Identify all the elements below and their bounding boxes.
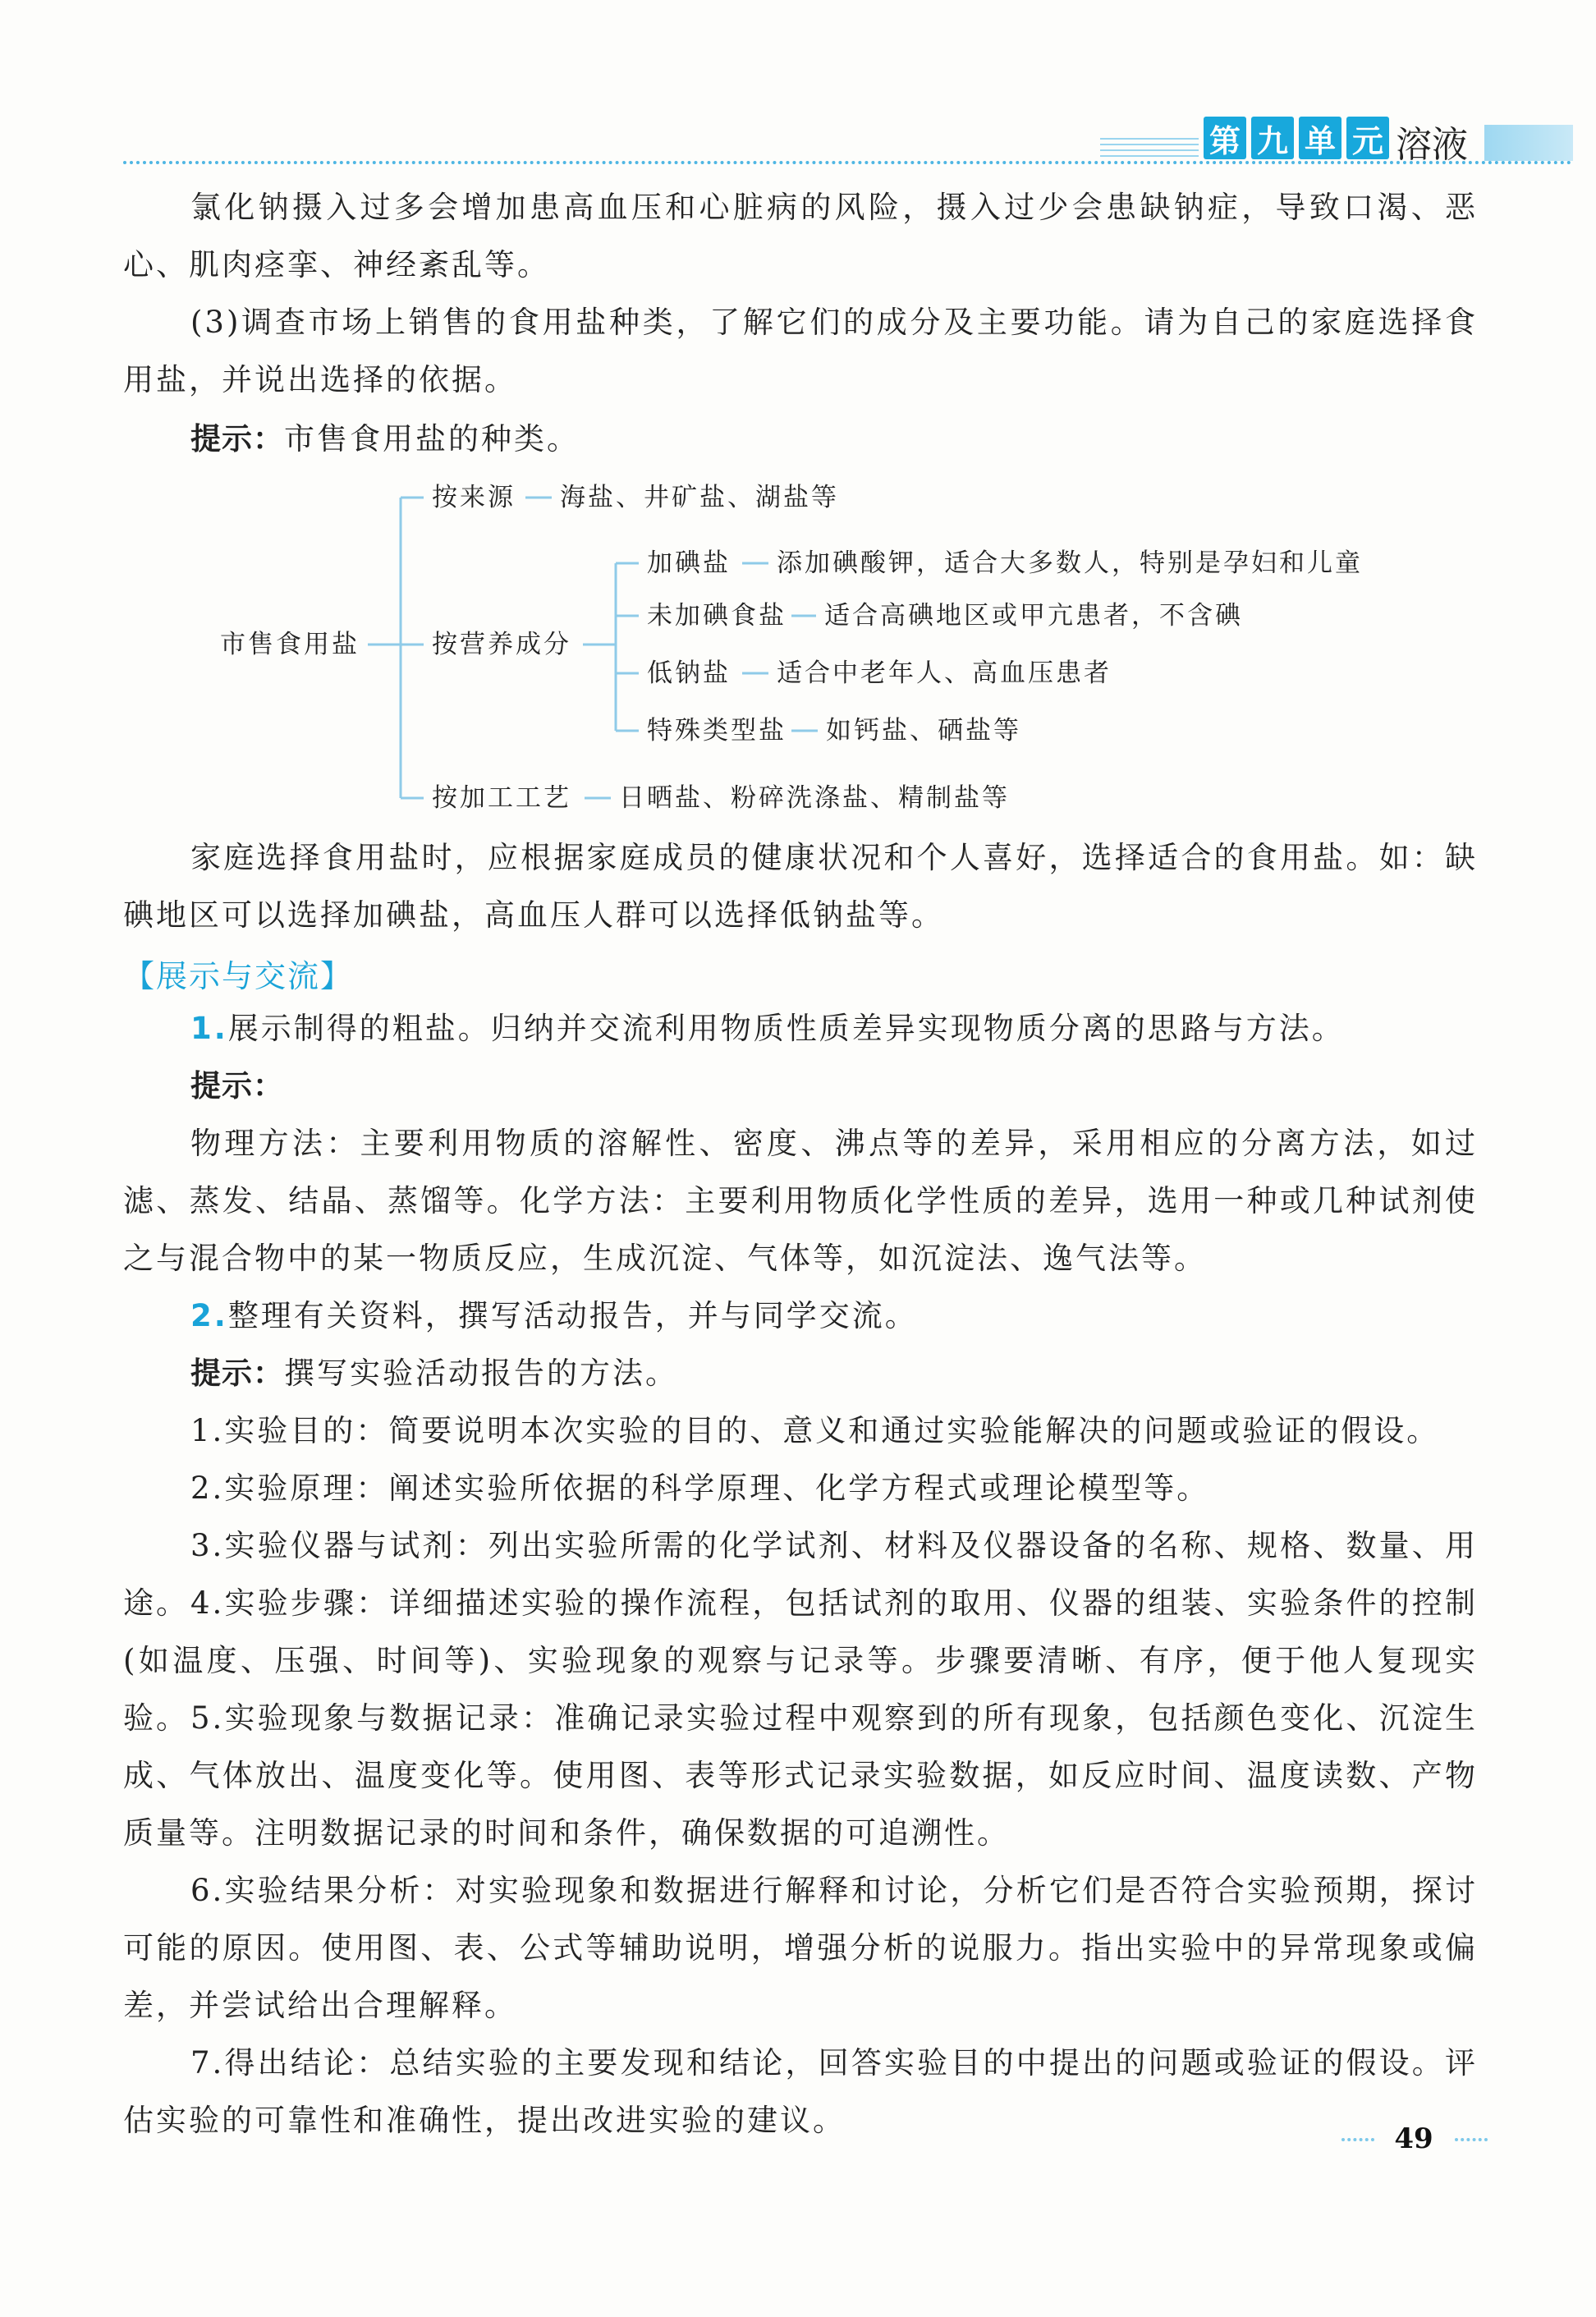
unit-badges: [1204, 117, 1389, 159]
section-heading: 【展示与交流】: [123, 958, 354, 994]
hint-label: 提示：: [190, 1356, 284, 1391]
page-number-decoration: [1341, 2138, 1374, 2144]
report-step: 3.实验仪器与试剂：列出实验所需的化学试剂、材料及仪器设备的名称、规格、数量、用途。: [123, 1528, 1478, 1621]
question-1: [123, 1000, 1478, 1058]
unit-badge: 第: [1204, 117, 1246, 159]
diagram-branch-nutrition: 按营养成分: [432, 630, 571, 659]
page-number: 49: [1394, 2122, 1433, 2155]
diagram-item-low-sodium-detail: 适合中老年人、高血压患者: [777, 658, 1112, 688]
question-number: 1.: [190, 1011, 228, 1046]
unit-badge: 元: [1346, 117, 1389, 159]
report-step: 5.实验现象与数据记录：准确记录实验过程中观察到的所有现象，包括颜色变化、沉淀生成、气体放出、温度变化等。使用图、表等形式记录实验数据，如反应时间、温度读数、产物质量等。注明数据记录的时间和条件，确保数据的可追溯性。: [123, 1700, 1478, 1851]
page-number-decoration: [1455, 2138, 1488, 2144]
header-dotted-rule: [123, 161, 1572, 164]
diagram-branch-source-detail: 海盐、井矿盐、湖盐等: [560, 483, 839, 512]
report-step: 4.实验步骤：详细描述实验的操作流程，包括试剂的取用、仪器的组装、实验条件的控制(如温度、压强、时间等)、实验现象的观察与记录等。步骤要清晰、有序，便于他人复现实验。: [123, 1585, 1478, 1736]
diagram-item-non-iodized: 未加碘食盐: [647, 601, 787, 631]
hint-3: [123, 1345, 1478, 1402]
hint-text: 撰写实验活动报告的方法。: [284, 1356, 678, 1391]
report-step: 1.实验目的：简要说明本次实验的目的、意义和通过实验能解决的问题或验证的假设。: [190, 1413, 1440, 1448]
question-text: 整理有关资料，撰写活动报告，并与同学交流。: [227, 1298, 918, 1333]
answer-separation-methods: 物理方法：主要利用物质的溶解性、密度、沸点等的差异，采用相应的分离方法，如过滤、蒸发、结晶、蒸馏等。化学方法：主要利用物质化学性质的差异，选用一种或几种试剂使之与混合物中的某一物质反应，生成沉淀、气体等，如沉淀法、逸气法等。: [123, 1126, 1478, 1276]
hint-text: 市售食用盐的种类。: [284, 421, 580, 457]
diagram-item-low-sodium: 低钠盐: [647, 658, 731, 688]
unit-badge: 九: [1251, 117, 1294, 159]
diagram-item-special: 特殊类型盐: [647, 716, 787, 746]
diagram-root: 市售食用盐: [220, 630, 360, 659]
header-decoration-lines: [1100, 138, 1199, 163]
salt-classification-diagram: [0, 460, 1596, 837]
hint-2: [123, 1058, 1478, 1115]
chapter-title: 溶液: [1396, 124, 1468, 166]
report-step: 6.实验结果分析：对实验现象和数据进行解释和讨论，分析它们是否符合实验预期，探讨可能的原因。使用图、表、公式等辅助说明，增强分析的说服力。指出实验中的异常现象或偏差，并尝试给出合理解释。: [123, 1873, 1478, 2023]
diagram-item-iodized-detail: 添加碘酸钾，适合大多数人，特别是孕妇和儿童: [777, 548, 1363, 578]
question-number: 2.: [190, 1298, 228, 1333]
paragraph-sodium-intake: 氯化钠摄入过多会增加患高血压和心脏病的风险，摄入过少会患缺钠症，导致口渴、恶心、肌肉痉挛、神经紊乱等。: [123, 190, 1478, 282]
report-step: 2.实验原理：阐述实验所依据的科学原理、化学方程式或理论模型等。: [190, 1470, 1210, 1506]
diagram-item-iodized: 加碘盐: [647, 548, 731, 578]
diagram-branch-process-detail: 日晒盐、粉碎洗涤盐、精制盐等: [619, 783, 1010, 813]
hint-label: 提示：: [190, 421, 284, 457]
paragraph-family-choice: 家庭选择食用盐时，应根据家庭成员的健康状况和个人喜好，选择适合的食用盐。如：缺碘地区可以选择加碘盐，高血压人群可以选择低钠盐等。: [123, 840, 1478, 933]
diagram-branch-source: 按来源: [432, 483, 516, 512]
report-step: 7.得出结论：总结实验的主要发现和结论，回答实验目的中提出的问题或验证的假设。评估实验的可靠性和准确性，提出改进实验的建议。: [123, 2045, 1478, 2138]
hint-label: 提示：: [190, 1068, 284, 1103]
paragraph-survey-question: (3)调查市场上销售的食用盐种类，了解它们的成分及主要功能。请为自己的家庭选择食用盐，并说出选择的依据。: [123, 305, 1478, 397]
header-color-bar: [1484, 125, 1573, 161]
question-text: 展示制得的粗盐。归纳并交流利用物质性质差异实现物质分离的思路与方法。: [227, 1011, 1345, 1046]
diagram-item-special-detail: 如钙盐、硒盐等: [826, 716, 1021, 746]
question-2: [123, 1287, 1478, 1345]
diagram-item-non-iodized-detail: 适合高碘地区或甲亢患者，不含碘: [824, 601, 1243, 631]
unit-badge: 单: [1299, 117, 1341, 159]
diagram-branch-process: 按加工工艺: [432, 783, 571, 813]
